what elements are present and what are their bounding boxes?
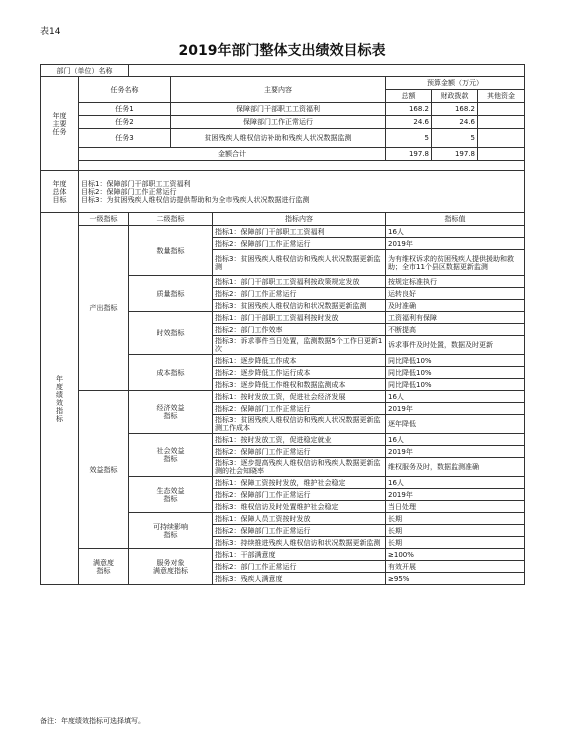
level2-indicator: 成本指标 [129, 355, 213, 391]
level2-indicator: 服务对象 满意度指标 [129, 549, 213, 585]
indicator-content: 指标3：贫困残疾人维权信访和残疾人状况数据更新监测工作成本 [213, 415, 386, 434]
level2-indicator: 经济效益 指标 [129, 391, 213, 434]
indicator-value: 同比降低10% [386, 355, 525, 367]
indicator-value: 按规定标准执行 [386, 276, 525, 288]
indicator-content: 指标3：贫困残疾人维权信访和残疾人状况数据更新监测 [213, 250, 386, 276]
budget-other-header: 其他资金 [478, 90, 525, 103]
task-content-header: 主要内容 [171, 77, 386, 103]
budget-total-header: 总额 [386, 90, 432, 103]
page-label: 表14 [40, 27, 61, 37]
budget-header: 预算金额（万元） [386, 77, 525, 90]
indicator-content: 指标1：部门干部职工工资福利按政策规定发放 [213, 276, 386, 288]
blank-row [79, 161, 525, 171]
indicator-value: 维权服务及时，数据监测准确 [386, 458, 525, 477]
annual-tasks-label: 年度 主要 任务 [41, 77, 79, 171]
indicator-value: 2019年 [386, 489, 525, 501]
indicator-value: 诉求事件及时处置，数据及时更新 [386, 336, 525, 355]
task-total: 24.6 [386, 116, 432, 129]
indicator-content: 指标3：贫困残疾人维权信访和状况数据更新监测 [213, 300, 386, 312]
indicator-value: 长期 [386, 537, 525, 549]
total-other [478, 148, 525, 161]
task-content: 保障部门干部职工工资福利 [171, 103, 386, 116]
level2-indicator: 质量指标 [129, 276, 213, 312]
level1-indicator: 产出指标 [79, 226, 129, 391]
indicator-value: 当日处理 [386, 501, 525, 513]
level1-indicator: 效益指标 [79, 391, 129, 549]
indicator-value: 同比降低10% [386, 379, 525, 391]
level2-indicator: 可持续影响 指标 [129, 513, 213, 549]
level1-indicator: 满意度 指标 [79, 549, 129, 585]
indicator-value: 长期 [386, 513, 525, 525]
overall-goals [79, 171, 525, 213]
task-content: 保障部门工作正常运行 [171, 116, 386, 129]
dept-label: 部门（单位）名称 [41, 65, 129, 77]
total-fiscal: 197.8 [432, 148, 478, 161]
indicator-content: 指标1：干部满意度 [213, 549, 386, 561]
task-name: 任务3 [79, 129, 171, 148]
indicator-value: 有效开展 [386, 561, 525, 573]
indicator-value: ≥100% [386, 549, 525, 561]
indicator-value: 逐年降低 [386, 415, 525, 434]
perf-indicators-label: 年 度 绩 效 指 标 [41, 213, 79, 585]
indicator-content: 指标3：持续推进残疾人维权信访和状况数据更新监测 [213, 537, 386, 549]
indicator-content: 指标2：部门工作效率 [213, 324, 386, 336]
footnote: 备注：年度绩效指标可选择填写。 [40, 717, 145, 725]
indicator-value: 2019年 [386, 446, 525, 458]
indicator-content: 指标1：按时发放工资，促进稳定就业 [213, 434, 386, 446]
value-header: 指标值 [386, 213, 525, 226]
indicator-content: 指标3：诉求事件当日处置，监测数据5个工作日更新1次 [213, 336, 386, 355]
overall-goals-label: 年度 总体 目标 [41, 171, 79, 213]
overall-goal: 目标1：保障部门干部职工工资福利 [81, 179, 191, 188]
total-label: 金额合计 [79, 148, 386, 161]
indicator-content: 指标1：保障人员工资按时发放 [213, 513, 386, 525]
level2-header: 二级指标 [129, 213, 213, 226]
indicator-value: 16人 [386, 391, 525, 403]
indicator-value: ≥95% [386, 573, 525, 585]
total-amount: 197.8 [386, 148, 432, 161]
task-fiscal: 5 [432, 129, 478, 148]
content-header: 指标内容 [213, 213, 386, 226]
indicator-value: 16人 [386, 477, 525, 489]
indicator-value: 为有维权诉求的贫困残疾人提供援助和救助；全市11个县区数据更新监测 [386, 250, 525, 276]
indicator-content: 指标2：保障部门工作正常运行 [213, 489, 386, 501]
indicator-content: 指标1：按时发放工资，促进社会经济发展 [213, 391, 386, 403]
indicator-content: 指标2：保障部门工作正常运行 [213, 525, 386, 537]
task-other [478, 116, 525, 129]
indicator-content: 指标1：逐步降低工作成本 [213, 355, 386, 367]
indicator-content: 指标3：逐步降低工作维权和数据监测成本 [213, 379, 386, 391]
indicator-content: 指标1：部门干部职工工资福利按时发放 [213, 312, 386, 324]
task-other [478, 129, 525, 148]
indicator-value: 2019年 [386, 238, 525, 250]
task-total: 5 [386, 129, 432, 148]
indicator-value: 16人 [386, 226, 525, 238]
indicator-content: 指标3：维权信访及时处置维护社会稳定 [213, 501, 386, 513]
indicator-value: 运转良好 [386, 288, 525, 300]
level2-indicator: 生态效益 指标 [129, 477, 213, 513]
indicator-content: 指标1：保障部门干部职工工资福利 [213, 226, 386, 238]
indicator-content: 指标3：残疾人满意度 [213, 573, 386, 585]
overall-goal: 目标2：保障部门工作正常运行 [81, 187, 177, 196]
task-name: 任务2 [79, 116, 171, 129]
indicator-content: 指标2：保障部门工作正常运行 [213, 238, 386, 250]
budget-fiscal-header: 财政拨款 [432, 90, 478, 103]
task-content: 贫困残疾人维权信访补助和残疾人状况数据监测 [171, 129, 386, 148]
indicator-value: 2019年 [386, 403, 525, 415]
indicator-value: 同比降低10% [386, 367, 525, 379]
task-other [478, 103, 525, 116]
indicator-value: 16人 [386, 434, 525, 446]
indicator-value: 长期 [386, 525, 525, 537]
indicator-content: 指标2：部门工作正常运行 [213, 288, 386, 300]
indicator-content: 指标2：保障部门工作正常运行 [213, 446, 386, 458]
level2-indicator: 数量指标 [129, 226, 213, 276]
indicator-value: 及时准确 [386, 300, 525, 312]
level2-indicator: 社会效益 指标 [129, 434, 213, 477]
task-name: 任务1 [79, 103, 171, 116]
indicator-content: 指标1：保障工资按时发放，维护社会稳定 [213, 477, 386, 489]
task-fiscal: 24.6 [432, 116, 478, 129]
overall-goal: 目标3：为贫困残疾人维权信访提供帮助和为全市残疾人状况数据进行监测 [81, 195, 310, 204]
document-title: 2019年部门整体支出绩效目标表 [178, 43, 386, 59]
performance-target-table [40, 64, 525, 585]
task-name-header: 任务名称 [79, 77, 171, 103]
indicator-content: 指标2：部门工作正常运行 [213, 561, 386, 573]
indicator-value: 不断提高 [386, 324, 525, 336]
indicator-value: 工资福利有保障 [386, 312, 525, 324]
task-fiscal: 168.2 [432, 103, 478, 116]
level1-header: 一级指标 [79, 213, 129, 226]
indicator-content: 指标2：保障部门工作正常运行 [213, 403, 386, 415]
indicator-content: 指标3：逐步提高残疾人维权信访和残疾人数据更新监测的社会知晓率 [213, 458, 386, 477]
indicator-content: 指标2：逐步降低工作运行成本 [213, 367, 386, 379]
dept-value [129, 65, 525, 77]
task-total: 168.2 [386, 103, 432, 116]
level2-indicator: 时效指标 [129, 312, 213, 355]
